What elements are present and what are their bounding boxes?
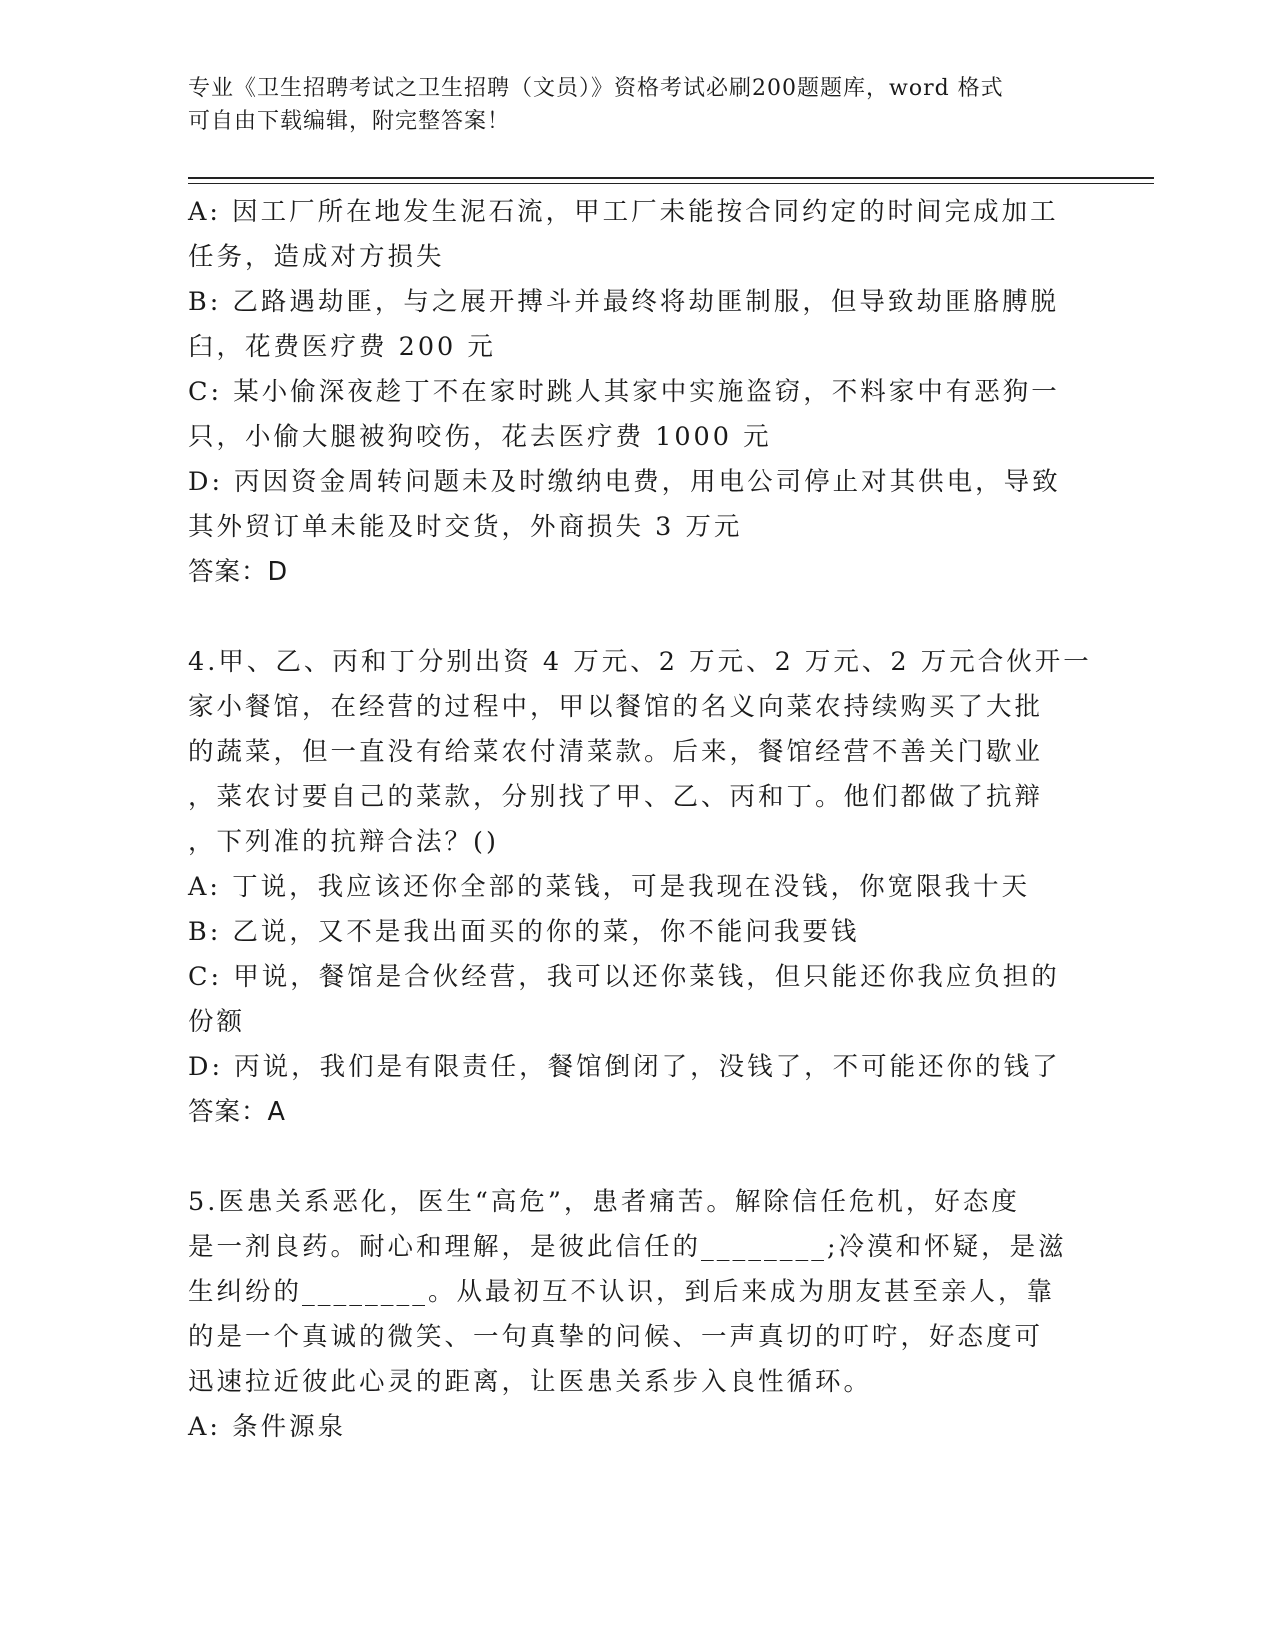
question-4 [188, 640, 1092, 1135]
option-line: D: 丙因资金周转问题未及时缴纳电费，用电公司停止对其供电，导致 [188, 467, 1061, 497]
answer-label: 答案：A [188, 1097, 286, 1127]
option-c [188, 955, 1068, 1045]
option-line: 其外贸订单未能及时交货，外商损失 3 万元 [188, 512, 743, 542]
stem-line: 迅速拉近彼此心灵的距离，让医患关系步入良性循环。 [188, 1367, 873, 1397]
option-line: B: 乙路遇劫匪，与之展开搏斗并最终将劫匪制服，但导致劫匪胳膊脱 [188, 287, 1059, 317]
option-line: 份额 [188, 1007, 246, 1037]
stem-line: 家小餐馆，在经营的过程中，甲以餐馆的名义向菜农持续购买了大批 [188, 692, 1044, 722]
question-5 [188, 1180, 1068, 1450]
option-a: A: 丁说，我应该还你全部的菜钱，可是我现在没钱，你宽限我十天 [188, 872, 1031, 902]
option-line: 任务，造成对方损失 [188, 242, 445, 272]
stem-line: 5.医患关系恶化，医生“高危”，患者痛苦。解除信任危机，好态度 [188, 1187, 1020, 1217]
stem-line: 的是一个真诚的微笑、一句真挚的问候、一声真切的叮咛，好态度可 [188, 1322, 1044, 1352]
stem-line: ，菜农讨要自己的菜款，分别找了甲、乙、丙和丁。他们都做了抗辩 [188, 782, 1044, 812]
spacer [188, 595, 1068, 640]
question-stem [188, 640, 1092, 865]
option-a: A: 条件源泉 [188, 1412, 347, 1442]
option-b: B: 乙说，又不是我出面买的你的菜，你不能问我要钱 [188, 917, 860, 947]
option-line: C: 甲说，餐馆是合伙经营，我可以还你菜钱，但只能还你我应负担的 [188, 962, 1060, 992]
spacer [188, 1135, 1068, 1180]
stem-line: 是一剂良药。耐心和理解，是彼此信任的________;冷漠和怀疑，是滋 [188, 1232, 1067, 1262]
option-line: C: 某小偷深夜趁丁不在家时跳人其家中实施盗窃，不料家中有恶狗一 [188, 377, 1060, 407]
option-c [188, 370, 1068, 460]
header-divider-thick [188, 177, 1154, 179]
question-stem [188, 1180, 1068, 1405]
header-divider-thin [188, 183, 1154, 184]
option-b [188, 280, 1068, 370]
stem-line: 4.甲、乙、丙和丁分别出资 4 万元、2 万元、2 万元、2 万元合伙开一 [188, 647, 1092, 677]
question-content [188, 190, 1092, 1450]
stem-line: ，下列准的抗辩合法？() [188, 827, 499, 857]
option-line: 臼，花费医疗费 200 元 [188, 332, 496, 362]
option-d: D: 丙说，我们是有限责任，餐馆倒闭了，没钱了，不可能还你的钱了 [188, 1052, 1061, 1082]
question-3 [188, 190, 1068, 595]
header-line: 可自由下载编辑，附完整答案！ [188, 109, 511, 134]
option-d [188, 460, 1068, 550]
option-a [188, 190, 1068, 280]
page-header [188, 72, 1068, 138]
answer-label: 答案：D [188, 557, 289, 587]
header-line: 专业《卫生招聘考试之卫生招聘（文员）》资格考试必刷200题题库，word 格式 [188, 76, 1004, 101]
stem-line: 的蔬菜，但一直没有给菜农付清菜款。后来，餐馆经营不善关门歇业 [188, 737, 1044, 767]
option-line: 只，小偷大腿被狗咬伤，花去医疗费 1000 元 [188, 422, 772, 452]
option-line: A: 因工厂所在地发生泥石流，甲工厂未能按合同约定的时间完成加工 [188, 197, 1059, 227]
stem-line: 生纠纷的________。从最初互不认识，到后来成为朋友甚至亲人，靠 [188, 1277, 1056, 1307]
